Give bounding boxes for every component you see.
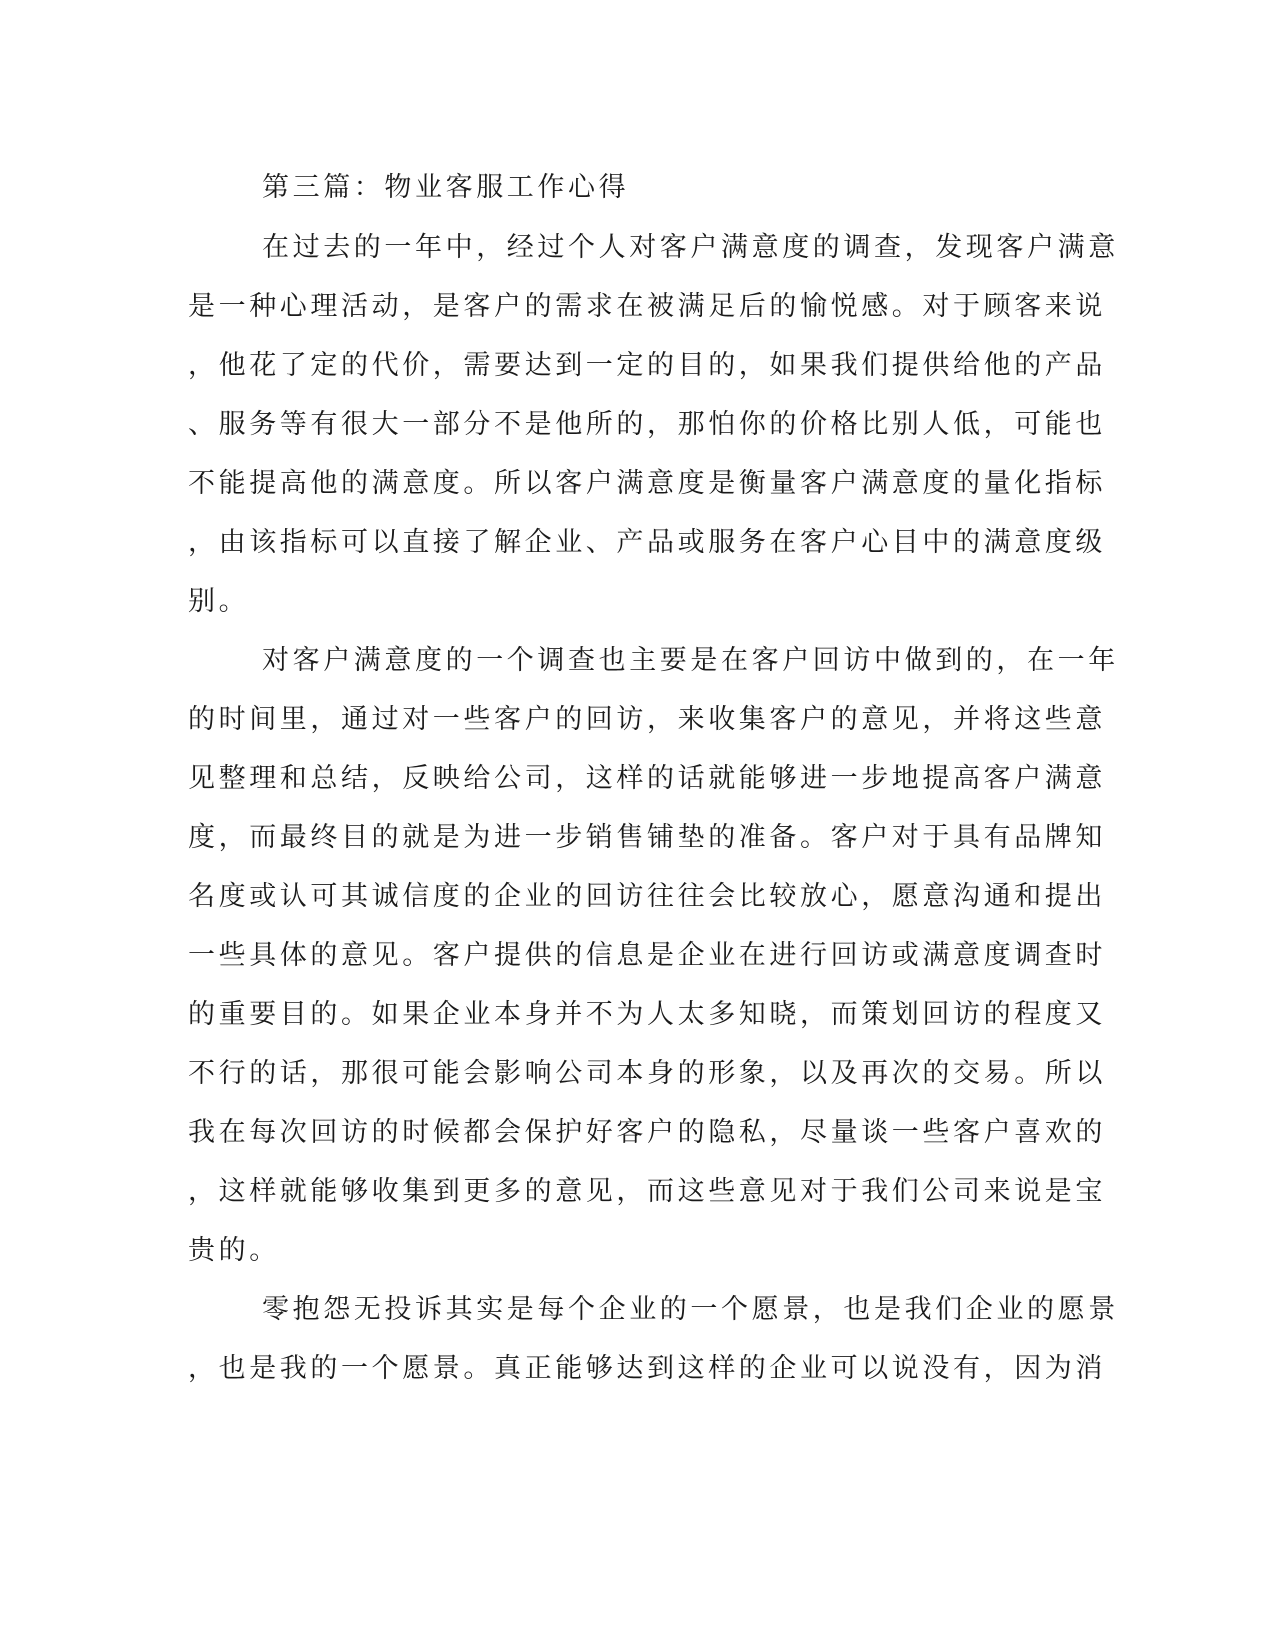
paragraph-line: 度，而最终目的就是为进一步销售铺垫的准备。客户对于具有品牌知 (188, 822, 1106, 853)
paragraph-line: 、服务等有很大一部分不是他所的，那怕你的价格比别人低，可能也 (188, 409, 1106, 440)
paragraph-line: 见整理和总结，反映给公司，这样的话就能够进一步地提高客户满意 (188, 763, 1106, 794)
paragraph-line: ，他花了定的代价，需要达到一定的目的，如果我们提供给他的产品 (188, 350, 1106, 381)
paragraph-line: ，由该指标可以直接了解企业、产品或服务在客户心目中的满意度级 (188, 527, 1106, 558)
paragraph-line: 不行的话，那很可能会影响公司本身的形象，以及再次的交易。所以 (188, 1058, 1106, 1089)
paragraph-line: 贵的。 (188, 1235, 280, 1266)
paragraph-line: ，这样就能够收集到更多的意见，而这些意见对于我们公司来说是宝 (188, 1176, 1106, 1207)
paragraph-line: 零抱怨无投诉其实是每个企业的一个愿景，也是我们企业的愿景 (262, 1294, 1119, 1325)
paragraph-line: ，也是我的一个愿景。真正能够达到这样的企业可以说没有，因为消 (188, 1353, 1106, 1384)
paragraph-line: 在过去的一年中，经过个人对客户满意度的调查，发现客户满意 (262, 232, 1119, 263)
paragraph-line: 不能提高他的满意度。所以客户满意度是衡量客户满意度的量化指标 (188, 468, 1106, 499)
section-title: 第三篇：物业客服工作心得 (262, 172, 630, 203)
paragraph-line: 对客户满意度的一个调查也主要是在客户回访中做到的，在一年 (262, 645, 1119, 676)
paragraph-line: 我在每次回访的时候都会保护好客户的隐私，尽量谈一些客户喜欢的 (188, 1117, 1106, 1148)
paragraph-line: 一些具体的意见。客户提供的信息是企业在进行回访或满意度调查时 (188, 940, 1106, 971)
paragraph-line: 是一种心理活动，是客户的需求在被满足后的愉悦感。对于顾客来说 (188, 291, 1106, 322)
paragraph-line: 名度或认可其诚信度的企业的回访往往会比较放心，愿意沟通和提出 (188, 881, 1106, 912)
paragraph-line: 别。 (188, 586, 250, 617)
paragraph-line: 的重要目的。如果企业本身并不为人太多知晓，而策划回访的程度又 (188, 999, 1106, 1030)
paragraph-line: 的时间里，通过对一些客户的回访，来收集客户的意见，并将这些意 (188, 704, 1106, 735)
